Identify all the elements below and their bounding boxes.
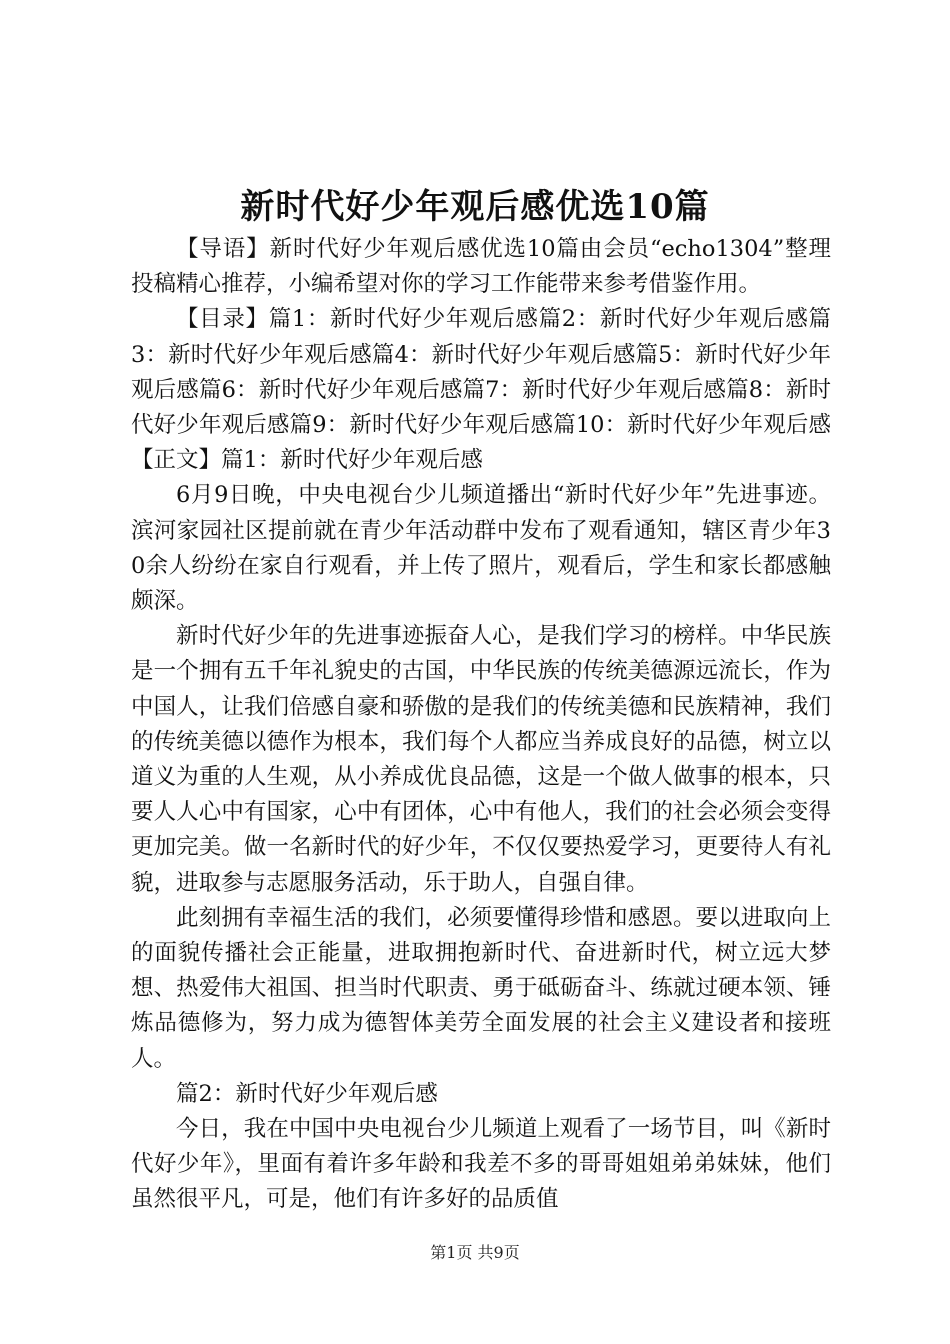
body-paragraph: 此刻拥有幸福生活的我们，必须要懂得珍惜和感恩。要以进取向上的面貌传播社会正能量，进取拥抱新时代、奋进新时代，树立远大梦想、热爱伟大祖国、担当时代职责、勇于砥砺奋斗、练就过硬本领、锤炼品德修为，努力成为德智体美劳全面发展的社会主义建设者和接班人。 [131, 904, 831, 1072]
document-body [131, 232, 831, 1218]
section-heading: 篇2：新时代好少年观后感 [176, 1080, 438, 1107]
page-footer: 第1页 共9页 [430, 1243, 520, 1262]
toc-paragraph: 【目录】篇1：新时代好少年观后感篇2：新时代好少年观后感篇3：新时代好少年观后感篇4：新时代好少年观后感篇5：新时代好少年观后感篇6：新时代好少年观后感篇7：新时代好少年观后感篇8：新时代好少年观后感篇9：新时代好少年观后感篇10：新时代好少年观后感【正文】篇1：新时代好少年观后感 [131, 306, 831, 474]
body-paragraph: 6月9日晚，中央电视台少儿频道播出“新时代好少年”先进事迹。滨河家园社区提前就在青少年活动群中发布了观看通知，辖区青少年30余人纷纷在家自行观看，并上传了照片，观看后，学生和家长都感触颇深。 [131, 482, 831, 615]
document-title: 新时代好少年观后感优选10篇 [240, 187, 710, 227]
intro-paragraph: 【导语】新时代好少年观后感优选10篇由会员“echo1304”整理投稿精心推荐，小编希望对你的学习工作能带来参考借鉴作用。 [131, 236, 831, 298]
body-paragraph: 新时代好少年的先进事迹振奋人心，是我们学习的榜样。中华民族是一个拥有五千年礼貌史的古国，中华民族的传统美德源远流长，作为中国人，让我们倍感自豪和骄傲的是我们的传统美德和民族精神，我们的传统美德以德作为根本，我们每个人都应当养成良好的品德，树立以道义为重的人生观，从小养成优良品德，这是一个做人做事的根本，只要人人心中有国家，心中有团体，心中有他人，我们的社会必须会变得更加完美。做一名新时代的好少年，不仅仅要热爱学习，更要待人有礼貌，进取参与志愿服务活动，乐于助人，自强自律。 [131, 623, 831, 896]
body-paragraph: 今日，我在中国中央电视台少儿频道上观看了一场节目，叫《新时代好少年》，里面有着许多年龄和我差不多的哥哥姐姐弟弟妹妹，他们虽然很平凡，可是，他们有许多好的品质值 [131, 1116, 831, 1213]
